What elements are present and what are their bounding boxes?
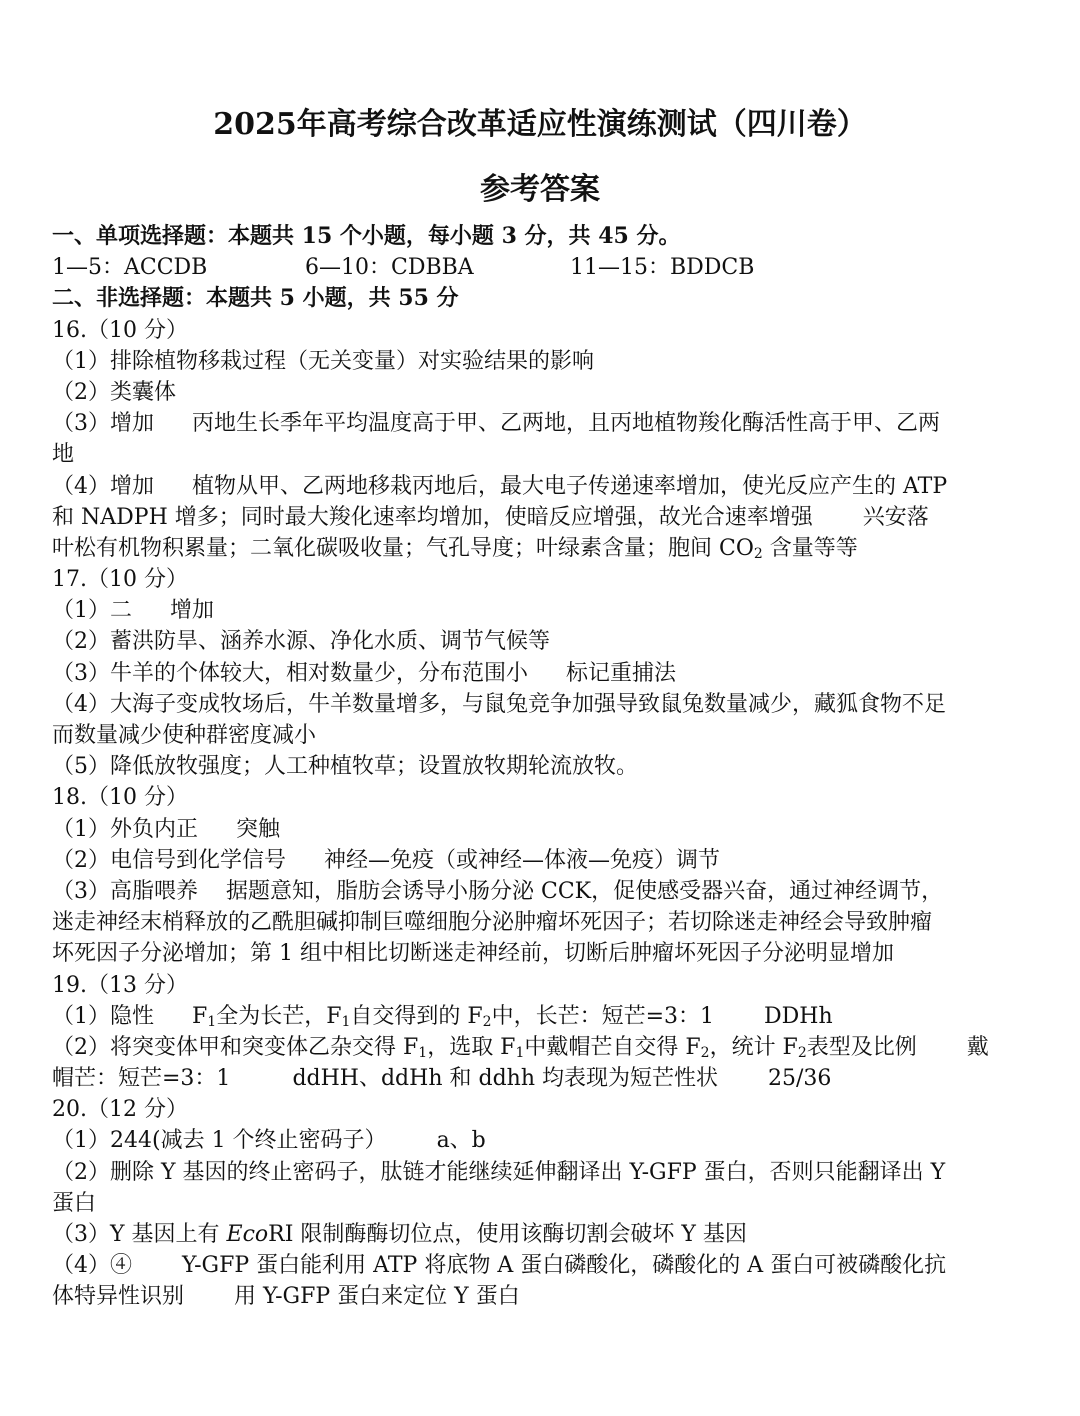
q18-answer-3: [52, 876, 1032, 907]
q19-a2-cont-b: ddHH、ddHh 和 ddhh 均表现为短芒性状: [292, 1066, 718, 1092]
q19-a1-sub1: 1: [207, 1013, 217, 1030]
q18-answer-1-text: 突触: [236, 816, 281, 842]
section-1-heading: 一、单项选择题：本题共 15 个小题，每小题 3 分，共 45 分。: [52, 223, 681, 249]
q19-a2-cont-c: 25/36: [767, 1066, 832, 1092]
q17-answer-3-label: （3）牛羊的个体较大，相对数量少，分布范围小: [52, 660, 528, 686]
q20-a3-part2: RI 限制酶酶切位点，使用该酶切割会破坏 Y 基因: [268, 1222, 747, 1247]
q18-answer-1: [52, 814, 1032, 845]
q19-a2-part2: ，选取 F: [427, 1034, 516, 1060]
q19-answer-1-label: （1）隐性: [52, 1003, 154, 1029]
q20-a4-cont-b: 用 Y-GFP 蛋白来定位 Y 蛋白: [234, 1284, 520, 1310]
q20-answer-1-label: （1）244(减去 1 个终止密码子）: [52, 1128, 387, 1154]
q17-answer-1-label: （1）二: [52, 598, 132, 624]
q20-answer-1-text: a、b: [436, 1128, 486, 1154]
q19-a2-sub2: 1: [515, 1044, 525, 1061]
q19-a2-tail: 戴: [966, 1034, 989, 1060]
q19-a1-part2: 全为长芒，F: [216, 1003, 342, 1029]
q17-answer-4-cont: 而数量减少使种群密度减小: [52, 723, 317, 748]
q19-answer-2-cont: [52, 1063, 1032, 1094]
q19-a1-sub2: 1: [341, 1013, 351, 1030]
q17-answer-5: （5）降低放牧强度；人工种植牧草；设置放牧期轮流放牧。: [52, 754, 638, 780]
q20-a3-part1: （3）Y 基因上有: [52, 1222, 227, 1247]
q20-a4-cont-a: 体特异性识别: [52, 1284, 185, 1310]
q20-answer-2-cont: 蛋白: [52, 1190, 97, 1216]
q17-answer-2: （2）蓄洪防旱、涵养水源、净化水质、调节气候等: [52, 629, 550, 655]
q17-answer-4: （4）大海子变成牧场后，牛羊数量增多，与鼠兔竞争加强导致鼠兔数量减少，藏狐食物不足: [52, 691, 947, 717]
q16-answer-3: [52, 408, 1032, 439]
q20-answer-1: [52, 1125, 1032, 1156]
q19-answer-1: [52, 1001, 1032, 1032]
q16-answer-4: [52, 471, 1032, 502]
q17-answer-1: [52, 595, 1032, 626]
q18-answer-3-text: 据题意知，脂肪会诱导小肠分泌 CCK，促使感受器兴奋，通过神经调节，: [226, 878, 944, 904]
q20-answer-4-text: Y-GFP 蛋白能利用 ATP 将底物 A 蛋白磷酸化，磷酸化的 A 蛋白可被磷酸化抗: [182, 1253, 947, 1279]
q16-answer-2: （2）类囊体: [52, 379, 176, 405]
q18-answer-3-cont-1: 迷走神经末梢释放的乙酰胆碱抑制巨噬细胞分泌肿瘤坏死因子；若切除迷走神经会导致肿瘤: [52, 910, 933, 936]
q19-a1-genotype: DDHh: [764, 1003, 833, 1029]
q19-a2-sub3: 2: [700, 1044, 710, 1061]
q16-answer-1: （1）排除植物移栽过程（无关变量）对实验结果的影响: [52, 348, 594, 374]
section-2-heading: 二、非选择题：本题共 5 小题，共 55 分: [52, 285, 459, 312]
q16-answer-4-cont-1: [52, 502, 1032, 533]
q16-answer-3-cont: 地: [52, 442, 75, 468]
q16-answer-4-cont-2b: 含量等等: [762, 535, 858, 561]
q19-a2-cont-a: 帽芒：短芒=3：1: [52, 1066, 231, 1092]
q19-a1-part3: 自交得到的 F: [350, 1003, 483, 1029]
q17-answer-3-text: 标记重捕法: [566, 660, 677, 686]
q19-a2-sub4: 2: [797, 1044, 807, 1061]
mc-answer-6-10: 6—10：CDBBA: [305, 255, 474, 281]
q18-answer-3-cont-2: 坏死因子分泌增加；第 1 组中相比切断迷走神经前，切断后肿瘤坏死因子分泌明显增加: [52, 941, 894, 967]
q19-a1-sub3: 2: [482, 1013, 492, 1030]
q16-answer-4-label: （4）增加: [52, 473, 154, 499]
q18-heading: 18.（10 分）: [52, 785, 188, 811]
q20-answer-4-cont: [52, 1281, 1032, 1312]
q19-heading: 19.（13 分）: [52, 972, 188, 998]
answer-body: [52, 221, 1032, 1313]
q16-answer-4-cont-2: [52, 533, 1032, 564]
q20-heading: 20.（12 分）: [52, 1097, 188, 1123]
q18-answer-2-text: 神经—免疫（或神经—体液—免疫）调节: [324, 847, 721, 873]
q16-answer-3-label: （3）增加: [52, 411, 154, 437]
mc-answer-11-15: 11—15：BDDCB: [570, 255, 755, 281]
q19-a2-part5: 表型及比例: [806, 1034, 917, 1060]
q17-heading: 17.（10 分）: [52, 567, 188, 593]
q17-answer-3: [52, 658, 1032, 689]
q16-answer-3-text: 丙地生长季年平均温度高于甲、乙两地，且丙地植物羧化酶活性高于甲、乙两: [192, 411, 941, 437]
q18-answer-2: [52, 845, 1032, 876]
page-subtitle: 参考答案: [480, 172, 600, 207]
q20-answer-2: （2）删除 Y 基因的终止密码子，肽链才能继续延伸翻译出 Y-GFP 蛋白，否则只能翻译出 Y: [52, 1159, 946, 1185]
q17-answer-1-text: 增加: [170, 598, 215, 624]
q18-answer-1-label: （1）外负内正: [52, 816, 198, 842]
mc-answers-row: [52, 252, 1032, 283]
co2-subscript: 2: [753, 545, 763, 562]
q16-answer-4-cont-2a: 叶松有机物积累量；二氧化碳吸收量；气孔导度；叶绿素含量；胞间 CO: [52, 535, 754, 561]
q19-answer-2: [52, 1032, 1032, 1063]
q20-answer-4-label: （4）④: [52, 1253, 132, 1279]
q18-answer-3-label: （3）高脂喂养: [52, 878, 198, 904]
q19-a2-part1: （2）将突变体甲和突变体乙杂交得 F: [52, 1034, 419, 1060]
q20-answer-4: [52, 1250, 1032, 1281]
q19-a2-part3: 中戴帽芒自交得 F: [524, 1034, 701, 1060]
q20-a3-italic: Eco: [226, 1222, 269, 1247]
q19-a2-part4: ，统计 F: [709, 1034, 798, 1060]
q16-answer-4-cont-1b: 兴安落: [862, 504, 929, 530]
q18-answer-2-label: （2）电信号到化学信号: [52, 847, 286, 873]
q16-answer-4-text: 植物从甲、乙两地移栽丙地后，最大电子传递速率增加，使光反应产生的 ATP: [192, 473, 948, 499]
page-title: 2025年高考综合改革适应性演练测试（四川卷）: [213, 107, 867, 142]
q19-a1-part1: F: [192, 1003, 208, 1029]
q19-a2-sub1: 1: [418, 1044, 428, 1061]
mc-answer-1-5: 1—5：ACCDB: [52, 255, 208, 281]
q19-a1-part4: 中，长芒：短芒=3：1: [491, 1003, 714, 1029]
q20-answer-3: [52, 1219, 1032, 1250]
q16-heading: 16.（10 分）: [52, 317, 188, 343]
q16-answer-4-cont-1a: 和 NADPH 增多；同时最大羧化速率均增加，使暗反应增强，故光合速率增强: [52, 504, 813, 530]
